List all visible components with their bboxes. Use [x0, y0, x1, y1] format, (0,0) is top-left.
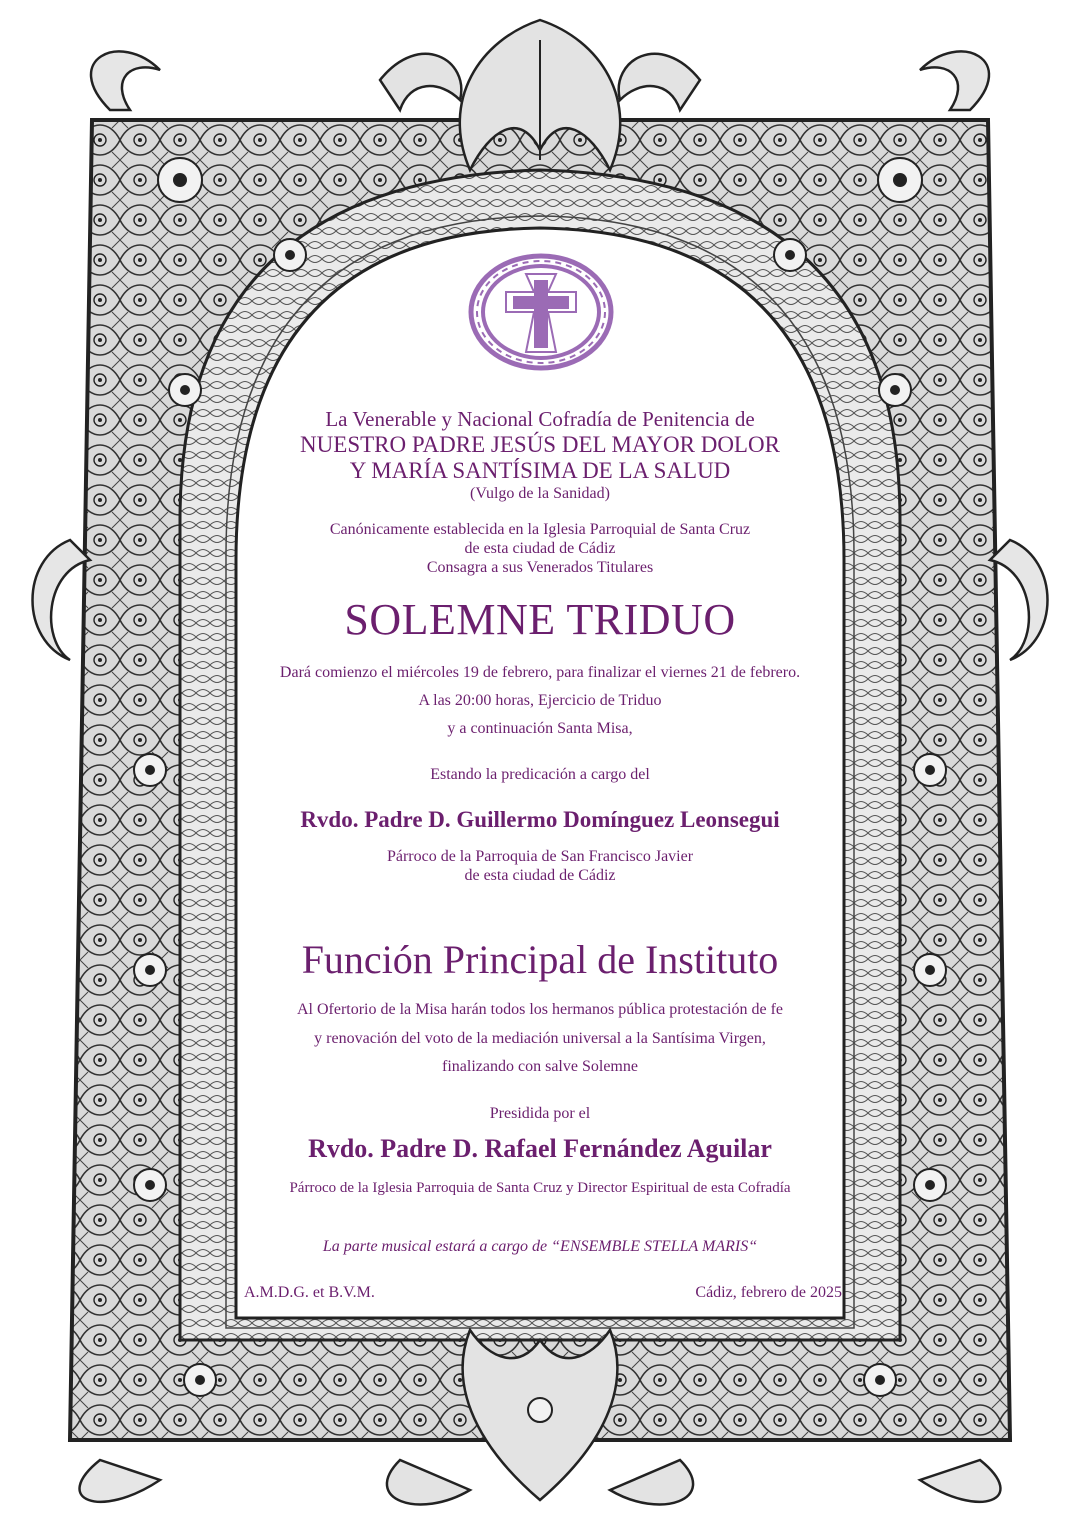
header-line-2: NUESTRO PADRE JESÚS DEL MAYOR DOLOR	[300, 432, 780, 457]
presided-intro: Presidida por el	[489, 1105, 591, 1122]
triduo-line-2: A las 20:00 horas, Ejercicio de Triduo	[418, 692, 662, 709]
intro-line-2: de esta ciudad de Cádiz	[464, 540, 616, 557]
triduo-line-3: y a continuación Santa Misa,	[447, 720, 633, 737]
preach-intro: Estando la predicación a cargo del	[430, 766, 650, 783]
header-line-1: La Venerable y Nacional Cofradía de Penitencia de	[325, 407, 755, 431]
funcion-line-2: y renovación del voto de la mediación universal a la Santísima Virgen,	[314, 1030, 766, 1047]
funcion-line-3: finalizando con salve Solemne	[442, 1058, 638, 1075]
preacher-role-2: de esta ciudad de Cádiz	[464, 867, 616, 884]
intro-line-1: Canónicamente establecida en la Iglesia Parroquial de Santa Cruz	[329, 521, 751, 538]
header-line-3: Y MARÍA SANTÍSIMA DE LA SALUD	[349, 458, 731, 483]
footer-left: A.M.D.G. et B.V.M.	[244, 1284, 375, 1301]
intro-line-3: Consagra a sus Venerados Titulares	[426, 559, 654, 576]
presider-name: Rvdo. Padre D. Rafael Fernández Aguilar	[308, 1134, 772, 1163]
triduo-line-1: Dará comienzo el miércoles 19 de febrero, para finalizar el viernes 21 de febrero.	[279, 664, 801, 681]
header-line-4: (Vulgo de la Sanidad)	[470, 485, 610, 502]
triduo-title: SOLEMNE TRIDUO	[344, 595, 736, 644]
preacher-role-1: Párroco de la Parroquia de San Francisco Javier	[386, 848, 694, 865]
funcion-title: Función Principal de Instituto	[301, 937, 779, 982]
funcion-line-1: Al Ofertorio de la Misa harán todos los hermanos pública protestación de fe	[296, 1001, 784, 1018]
presider-role: Párroco de la Iglesia Parroquia de Santa Cruz y Director Espiritual de esta Cofradía	[289, 1180, 791, 1196]
crown-of-thorns-cross-icon	[466, 252, 616, 372]
footer-right: Cádiz, febrero de 2025	[695, 1284, 842, 1301]
preacher-name: Rvdo. Padre D. Guillermo Domínguez Leonsegui	[300, 807, 780, 832]
music-note: La parte musical estará a cargo de “ENSEMBLE STELLA MARIS“	[322, 1238, 758, 1255]
